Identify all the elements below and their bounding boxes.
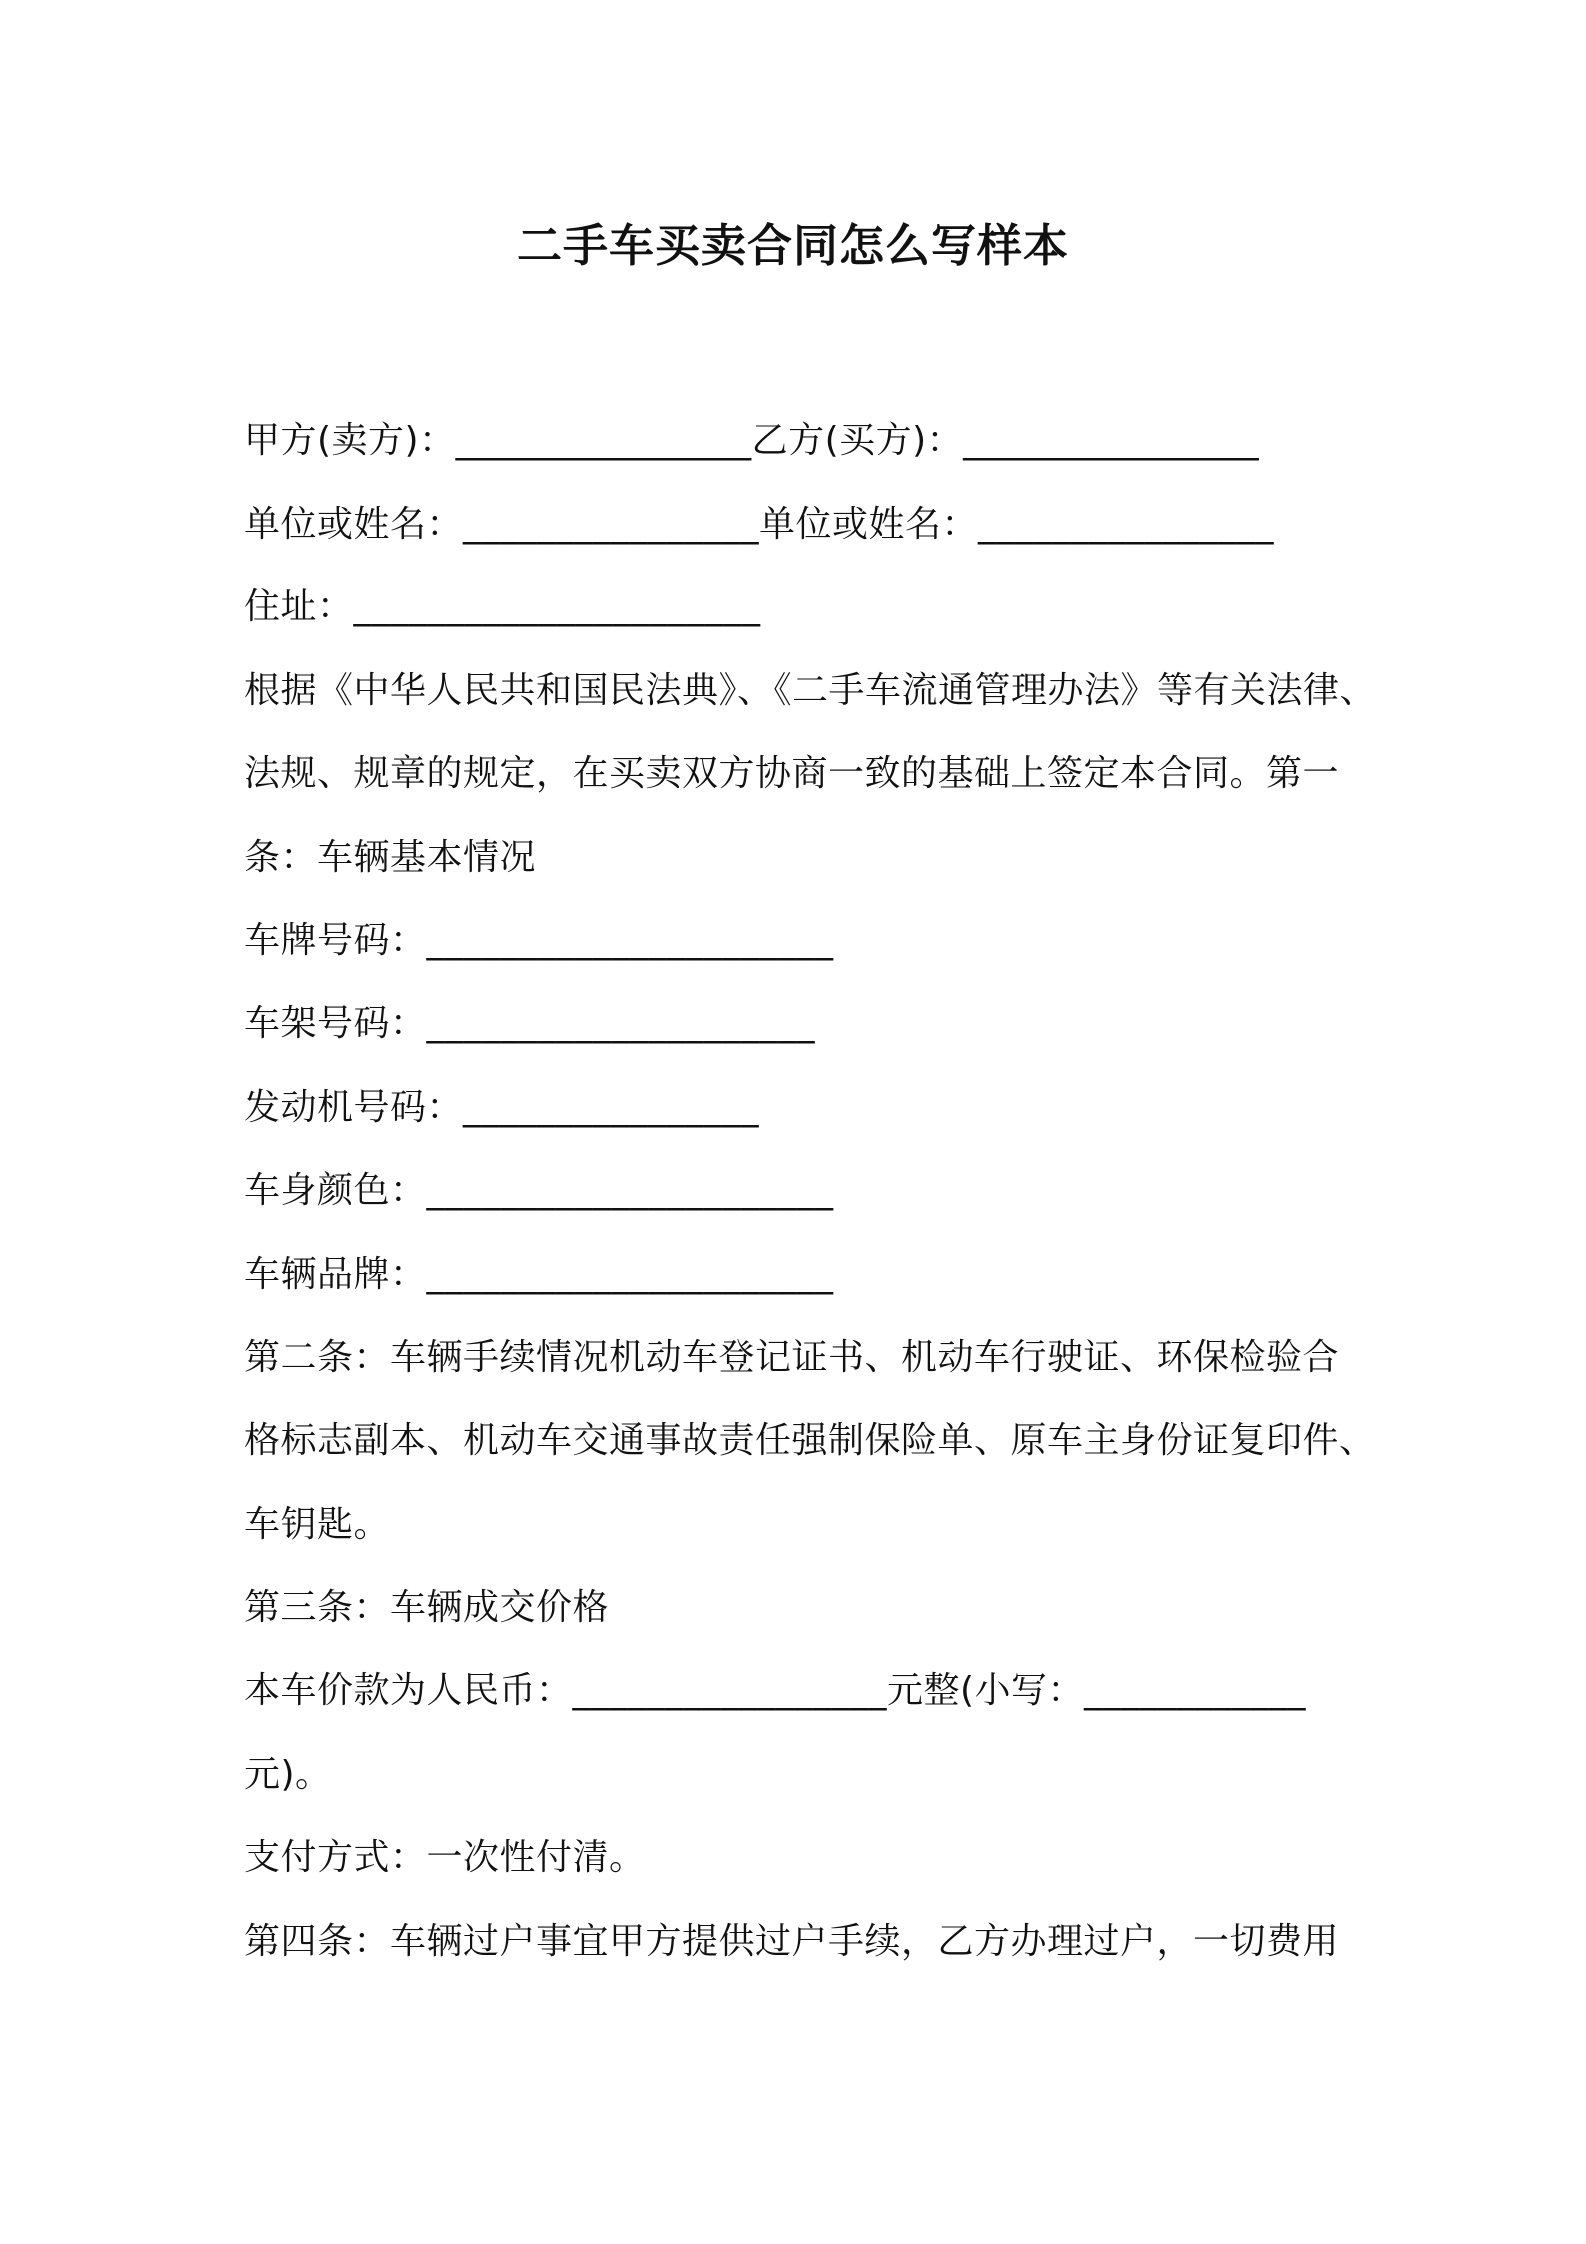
engine-number-line: 发动机号码：________________	[244, 1087, 760, 1128]
preamble-line-1: 根据《中华人民共和国民法典》、《二手车流通管理办法》等有关法律、	[244, 670, 1377, 711]
address-line: 住址：______________________	[244, 586, 761, 627]
price-line-end: 元)。	[244, 1754, 332, 1795]
body-color-line: 车身颜色：______________________	[244, 1170, 834, 1211]
payment-method-line: 支付方式：一次性付清。	[244, 1837, 646, 1878]
price-line: 本车价款为人民币：_________________元整(小写：____________	[244, 1670, 1307, 1711]
article-1-heading: 条：车辆基本情况	[244, 837, 537, 878]
article-3-heading: 第三条：车辆成交价格	[244, 1587, 610, 1628]
preamble-line-2: 法规、规章的规定，在买卖双方协商一致的基础上签定本合同。第一	[244, 753, 1340, 794]
document-title: 二手车买卖合同怎么写样本	[516, 219, 1069, 272]
article-2-line-2: 格标志副本、机动车交通事故责任强制保险单、原车主身份证复印件、	[244, 1420, 1376, 1461]
brand-line: 车辆品牌：______________________	[244, 1254, 834, 1295]
seller-buyer-line: 甲方(卖方)：________________乙方(买方)：________________	[244, 420, 1260, 461]
article-4-line: 第四条：车辆过户事宜甲方提供过户手续，乙方办理过户，一切费用	[244, 1921, 1340, 1962]
name-line: 单位或姓名：________________单位或姓名：________________	[244, 504, 1275, 545]
article-2-line-1: 第二条：车辆手续情况机动车登记证书、机动车行驶证、环保检验合	[244, 1337, 1340, 1378]
article-2-line-3: 车钥匙。	[244, 1504, 391, 1545]
plate-number-line: 车牌号码：______________________	[244, 920, 834, 961]
vin-line: 车架号码：_____________________	[244, 1003, 816, 1044]
